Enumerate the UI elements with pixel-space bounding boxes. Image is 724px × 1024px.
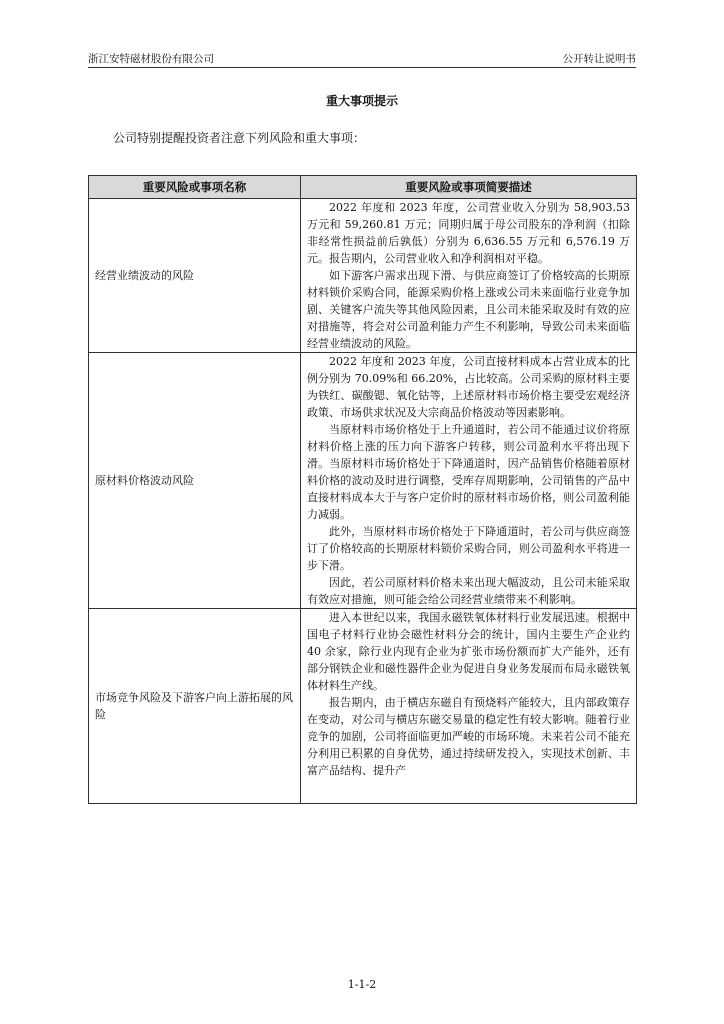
page-title: 重大事项提示 <box>325 94 398 108</box>
desc-paragraph: 2022 年度和 2023 年度，公司直接材料成本占营业成本的比例分别为 70.09%和 66.20%，占比较高。公司采购的原材料主要为铁红、碳酸锶、氧化钴等，上述原材料市场价格主要受宏观经济政策、市场供求状况及大宗商品价格波动等因素影响。 <box>307 355 630 419</box>
intro-text: 公司特别提醒投资者注意下列风险和重大事项： <box>113 131 366 145</box>
risk-description <box>301 609 637 804</box>
table-row <box>89 353 637 609</box>
page-number: 1-1-2 <box>347 978 377 991</box>
risk-table <box>88 175 637 804</box>
risk-name: 原材料价格波动风险 <box>89 353 301 609</box>
desc-paragraph: 2022 年度和 2023 年度，公司营业收入分别为 58,903.53 万元和 59,260.81 万元；同期归属于母公司股东的净利润（扣除非经常性损益前后孰低）分别为 6,636.55 万元和 6,576.19 万元。报告期内，公司营业收入和净利润相对平稳。 <box>307 201 630 265</box>
table-row <box>89 609 637 804</box>
desc-paragraph: 进入本世纪以来，我国永磁铁氧体材料行业发展迅速。根据中国电子材料行业协会磁性材料分会的统计，国内主要生产企业约 40 余家，除行业内现有企业为扩张市场份额而扩大产能外，还有部分钢铁企业和磁性器件企业为促进自身业务发展而布局永磁铁氧体材料生产线。 <box>307 611 630 692</box>
col-header-desc: 重要风险或事项简要描述 <box>301 176 637 199</box>
risk-description <box>301 199 637 353</box>
desc-paragraph: 报告期内，由于横店东磁自有预烧料产能较大，且内部政策存在变动，对公司与横店东磁交易量的稳定性有较大影响。随着行业竞争的加剧，公司将面临更加严峻的市场环境。未来若公司不能充分利用已积累的自身优势，通过持续研发投入，实现技术创新、丰富产品结构、提升产 <box>307 696 630 777</box>
desc-paragraph: 如下游客户需求出现下滑、与供应商签订了价格较高的长期原材料锁价采购合同，能源采购价格上涨或公司未来面临行业竞争加剧、关键客户流失等其他风险因素，且公司未能采取及时有效的应对措施等，将会对公司盈利能力产生不利影响，导致公司未来面临经营业绩波动的风险。 <box>307 269 630 350</box>
desc-paragraph: 此外，当原材料市场价格处于下降通道时，若公司与供应商签订了价格较高的长期原材料锁价采购合同，则公司盈利水平将进一步下滑。 <box>307 525 630 572</box>
company-name: 浙江安特磁材股份有限公司 <box>88 53 214 65</box>
header-divider <box>88 67 636 68</box>
risk-description <box>301 353 637 609</box>
page-header <box>88 52 636 66</box>
risk-name: 经营业绩波动的风险 <box>89 199 301 353</box>
table-header-row <box>89 176 637 199</box>
col-header-name: 重要风险或事项名称 <box>89 176 301 199</box>
document-type: 公开转让说明书 <box>562 53 636 65</box>
desc-paragraph: 当原材料市场价格处于上升通道时，若公司不能通过议价将原材料价格上涨的压力向下游客户转移，则公司盈利水平将出现下滑。当原材料市场价格处于下降通道时，因产品销售价格随着原材料价格的波动及时进行调整，受库存周期影响，公司销售的产品中直接材料成本大于与客户定价时的原材料市场价格，则公司盈利能力减弱。 <box>307 423 630 521</box>
desc-paragraph: 因此，若公司原材料价格未来出现大幅波动，且公司未能采取有效应对措施，则可能会给公司经营业绩带来不利影响。 <box>307 576 630 606</box>
table-row <box>89 199 637 353</box>
risk-name: 市场竞争风险及下游客户向上游拓展的风险 <box>89 609 301 804</box>
